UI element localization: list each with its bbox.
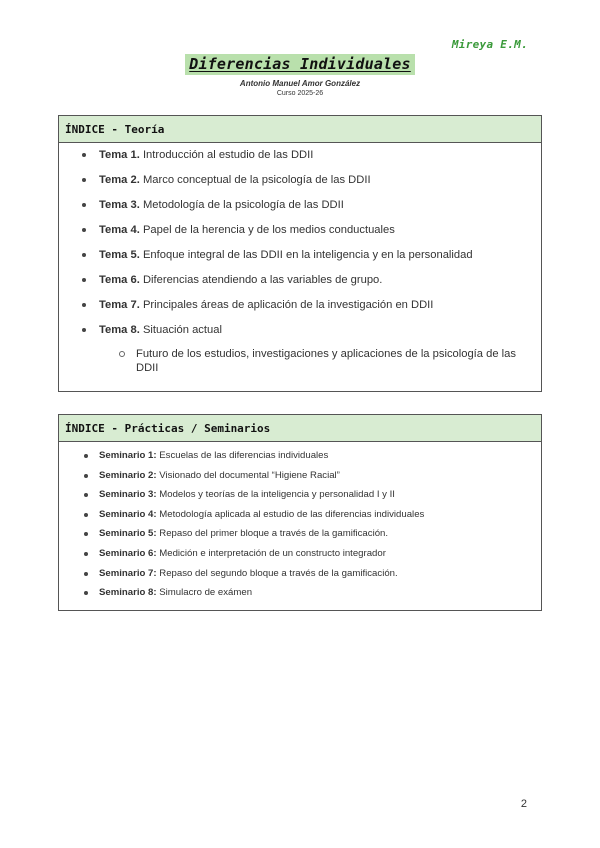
theory-topic-item: [59, 173, 541, 187]
topic-text: Enfoque integral de las DDII en la inteligencia y en la personalidad: [139, 249, 473, 261]
seminar-item: [59, 548, 541, 560]
seminar-text: Repaso del primer bloque a través de la gamificación.: [156, 528, 389, 540]
practice-index-box: [58, 414, 542, 611]
seminar-item: [59, 587, 541, 599]
seminar-item: [59, 470, 541, 482]
seminar-item: [59, 450, 541, 462]
topic-label: Tema 4.: [99, 224, 140, 236]
topic-label: Tema 3.: [99, 199, 140, 211]
theory-topic-list: [59, 143, 541, 375]
document-header: [0, 54, 600, 97]
topic-label: Tema 5.: [99, 249, 140, 261]
seminar-text: Simulacro de exámen: [156, 587, 253, 599]
circle-bullet-icon: [119, 351, 125, 357]
bullet-icon: [82, 253, 86, 257]
seminar-label: Seminario 7:: [99, 567, 157, 579]
practice-index-heading: ÍNDICE - Prácticas / Seminarios: [59, 415, 541, 442]
document-title: Diferencias Individuales: [185, 54, 415, 75]
topic-text: Situación actual: [139, 324, 222, 336]
theory-index-box: [58, 115, 542, 392]
topic-label: Tema 8.: [99, 324, 140, 336]
document-author: Antonio Manuel Amor González: [239, 79, 361, 88]
seminar-label: Seminario 6:: [99, 547, 157, 559]
bullet-icon: [84, 532, 88, 536]
seminar-text: Modelos y teorías de la inteligencia y personalidad I y II: [156, 489, 395, 501]
seminar-label: Seminario 4:: [99, 508, 157, 520]
bullet-icon: [84, 591, 88, 595]
topic-text: Diferencias atendiendo a las variables de grupo.: [139, 274, 383, 286]
theory-topic-item: [59, 248, 541, 262]
seminar-text: Escuelas de las diferencias individuales: [156, 450, 329, 461]
topic-text: Metodología de la psicología de las DDII: [139, 199, 344, 211]
theory-topic-item: [59, 273, 541, 287]
seminar-label: Seminario 1:: [99, 450, 157, 461]
topic-label: Tema 1.: [99, 149, 140, 161]
topic-label: Tema 6.: [99, 274, 140, 286]
bullet-icon: [82, 303, 86, 307]
bullet-icon: [84, 513, 88, 517]
seminar-label: Seminario 8:: [99, 587, 157, 599]
bullet-icon: [82, 178, 86, 182]
theory-subtopic-item: [99, 347, 541, 375]
seminar-item: [59, 509, 541, 521]
seminar-item: [59, 568, 541, 580]
seminar-list: [59, 442, 541, 599]
seminar-text: Visionado del documental “Higiene Racial”: [156, 469, 340, 481]
seminar-label: Seminario 3:: [99, 489, 157, 501]
seminar-item: [59, 489, 541, 501]
theory-topic-item: [59, 323, 541, 375]
seminar-item: [59, 528, 541, 540]
bullet-icon: [82, 278, 86, 282]
bullet-icon: [82, 153, 86, 157]
bullet-icon: [84, 552, 88, 556]
document-course: Curso 2025-26: [276, 90, 324, 97]
theory-topic-item: [59, 148, 541, 162]
seminar-label: Seminario 2:: [99, 469, 157, 481]
bullet-icon: [84, 454, 88, 458]
bullet-icon: [82, 228, 86, 232]
theory-index-heading: ÍNDICE - Teoría: [59, 116, 541, 143]
theory-topic-item: [59, 198, 541, 212]
topic-label: Tema 7.: [99, 299, 140, 311]
bullet-icon: [84, 572, 88, 576]
bullet-icon: [82, 203, 86, 207]
seminar-text: Metodología aplicada al estudio de las diferencias individuales: [156, 508, 425, 520]
page-number: 2: [520, 798, 527, 810]
subtopic-text: Futuro de los estudios, investigaciones y aplicaciones de la psicología de las DDII: [136, 348, 516, 374]
topic-text: Principales áreas de aplicación de la investigación en DDII: [139, 299, 434, 311]
seminar-text: Repaso del segundo bloque a través de la gamificación.: [156, 567, 398, 579]
seminar-text: Medición e interpretación de un constructo integrador: [156, 547, 386, 559]
topic-label: Tema 2.: [99, 174, 140, 186]
seminar-label: Seminario 5:: [99, 528, 157, 540]
bullet-icon: [84, 493, 88, 497]
theory-topic-item: [59, 223, 541, 237]
topic-text: Introducción al estudio de las DDII: [139, 149, 314, 161]
theory-topic-item: [59, 298, 541, 312]
topic-text: Papel de la herencia y de los medios conductuales: [139, 224, 395, 236]
author-tag: Mireya E.M.: [451, 38, 528, 51]
topic-text: Marco conceptual de la psicología de las DDII: [139, 174, 371, 186]
bullet-icon: [84, 474, 88, 478]
bullet-icon: [82, 328, 86, 332]
